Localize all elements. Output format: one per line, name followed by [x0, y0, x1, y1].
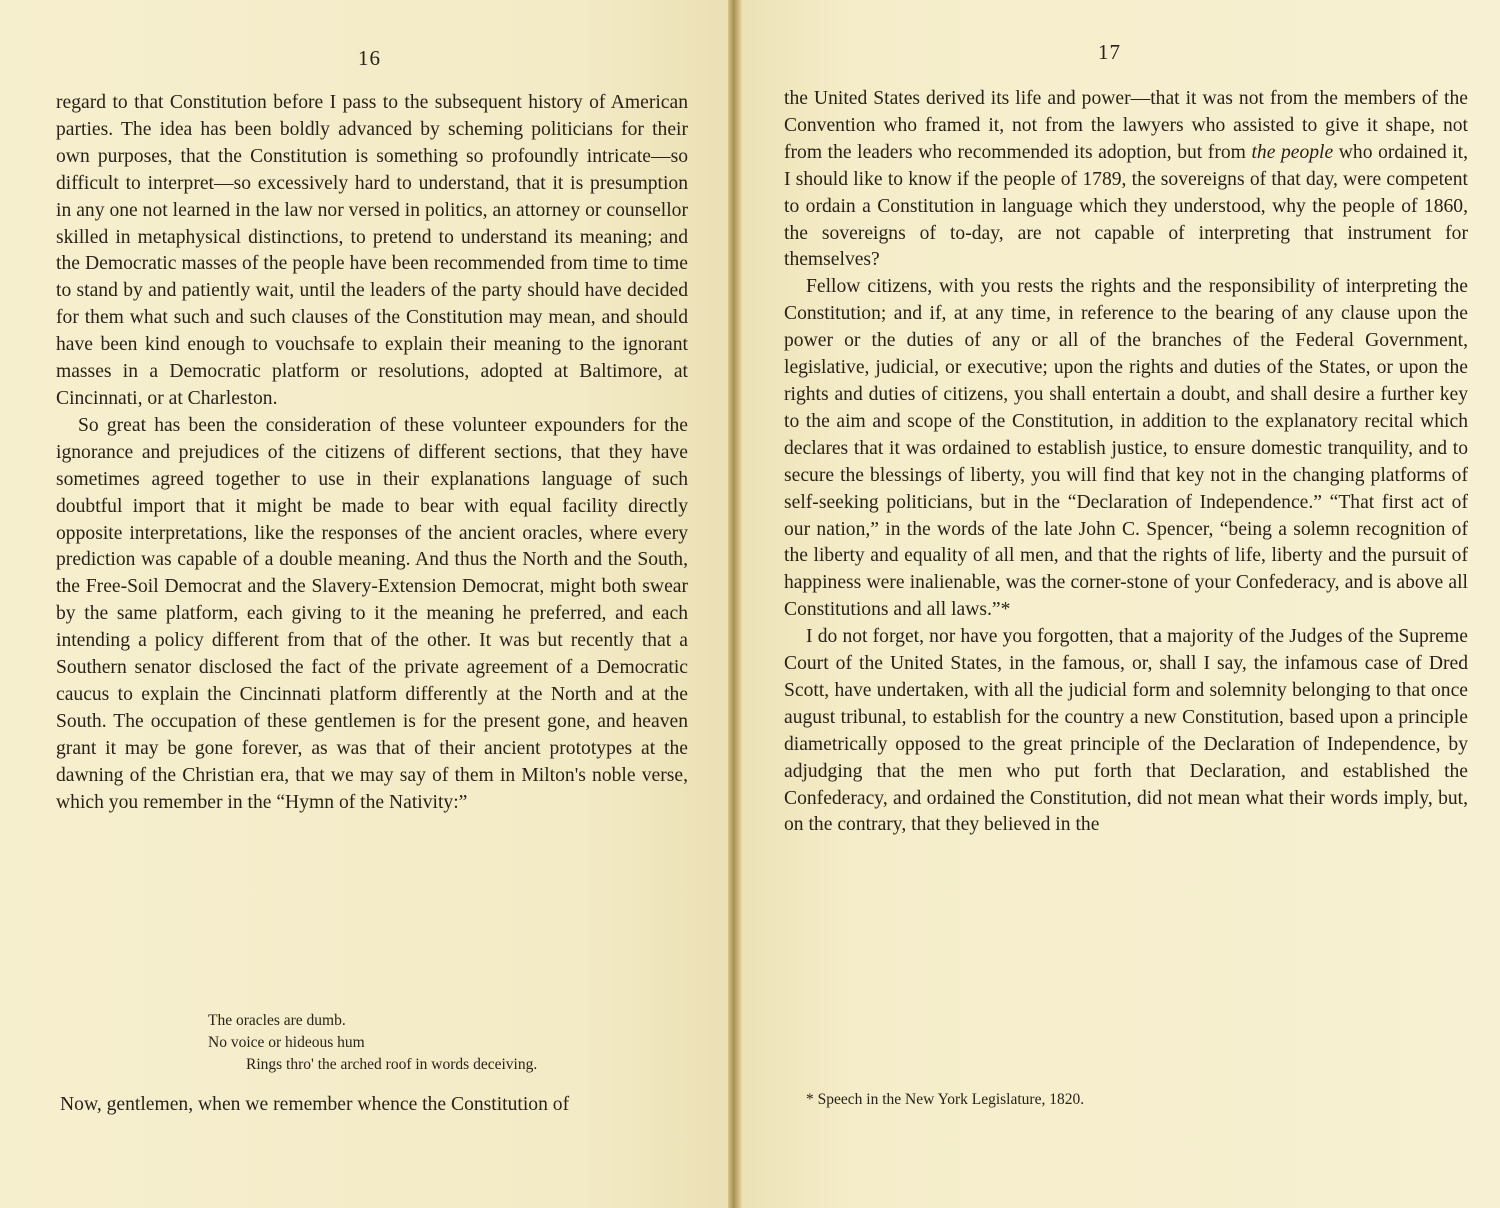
right-page — [742, 0, 1500, 1208]
left-paragraph-2: So great has been the consideration of these volunteer expounders for the ignorance and prejudices of the citizens of different sections, that they have sometimes agreed together to use in their explanations language of such doubtful import that it might be made to bear with equal facility directly opposite interpretations, like the responses of the ancient oracles, where every prediction was capable of a double meaning. And thus the North and the South, the Free-Soil Democrat and the Slavery-Extension Democrat, might both swear by the same platform, each giving to it the meaning he preferred, and each intending a policy different from that of the other. It was but recently that a Southern senator disclosed the fact of the private agreement of a Democratic caucus to explain the Cincinnati platform differently at the North and at the South. The occupation of these gentlemen is for the present gone, and heaven grant it may be gone forever, as was that of their ancient prototypes at the dawning of the Christian era, that we may say of them in Milton's noble verse, which you remember in the “Hymn of the Nativity:” — [56, 414, 688, 813]
right-paragraph-1-start: the United States derived its life and power—that it was not from the members of the Convention who framed it, not from the lawyers who assisted to give it shape, not from the leaders who recommended its adoption, but from — [784, 88, 1468, 163]
right-paragraph-1-end: who ordained it, I should like to know if the people of 1789, the sovereigns of that day, were competent to ordain a Constitution in language which they understood, why the people of 1860, the sovereigns of to-day, are not capable of interpreting that instrument for themselves? — [784, 141, 1468, 271]
right-paragraph-1 — [784, 86, 1468, 274]
left-page-last-line: Now, gentlemen, when we remember whence the Constitution of — [60, 1094, 570, 1115]
left-page-body — [56, 90, 688, 816]
book-gutter — [728, 0, 742, 1208]
italic-the-people: the people — [1251, 141, 1334, 163]
left-paragraph-1: regard to that Constitution before I pass to the subsequent history of American parties. The idea has been boldly advanced by scheming politicians for their own purposes, that the Constitution is something so profoundly intricate—so difficult to interpret—so excessively hard to understand, that it is presumption in any one not learned in the law nor versed in politics, an attorney or counsellor skilled in metaphysical distinctions, to pretend to understand its meaning; and the Democratic masses of the people have been recommended from time to time to stand by and patiently wait, until the leaders of the party should have decided for them what such and such clauses of the Constitution may mean, and should have been kind enough to vouchsafe to explain their meaning to the ignorant masses in a Democratic platform or resolutions, adopted at Baltimore, at Cincinnati, or at Charleston. — [56, 92, 688, 409]
footnote: * Speech in the New York Legislature, 1820. — [806, 1091, 1085, 1108]
verse-line-1: The oracles are dumb. — [208, 1012, 346, 1029]
right-paragraph-2: Fellow citizens, with you rests the rights and the responsibility of interpreting the Constitution; and if, at any time, in reference to the bearing of any clause upon the power or the duties of any or all of the branches of the Federal Government, legislative, judicial, or executive; upon the rights and duties of the States, or upon the rights and duties of citizens, you shall entertain a doubt, and shall desire a further key to the aim and scope of the Constitution, in addition to the explanatory recital which declares that it was ordained to establish justice, to ensure domestic tranquility, and to secure the blessings of liberty, you will find that key not in the changing platforms of self-seeking politicians, but in the “Declaration of Independence.” “That first act of our nation,” in the words of the late John C. Spencer, “being a solemn recognition of the liberty and equality of all men, and that the rights of life, liberty and the pursuit of happiness were inalienable, was the corner-stone of your Confederacy, and is above all Constitutions and all laws.”* — [784, 276, 1468, 621]
page-number-left: 16 — [358, 46, 381, 70]
verse-quote — [208, 1010, 537, 1076]
left-page — [0, 0, 728, 1208]
verse-line-3: Rings thro' the arched roof in words deceiving. — [246, 1056, 538, 1073]
right-paragraph-3: I do not forget, nor have you forgotten, that a majority of the Judges of the Supreme Court of the United States, in the famous, or, shall I say, the infamous case of Dred Scott, have undertaken, with all the judicial form and solemnity belonging to that once august tribunal, to establish for the country a new Constitution, based upon a principle diametrically opposed to the great principle of the Declaration of Independence, by adjudging that the men who put forth that Declaration, and established the Confederacy, and ordained the Constitution, did not mean what their words imply, but, on the contrary, that they believed in the — [784, 626, 1468, 836]
page-number-right: 17 — [1098, 40, 1121, 64]
right-page-body — [784, 86, 1468, 839]
verse-line-2: No voice or hideous hum — [208, 1034, 365, 1051]
